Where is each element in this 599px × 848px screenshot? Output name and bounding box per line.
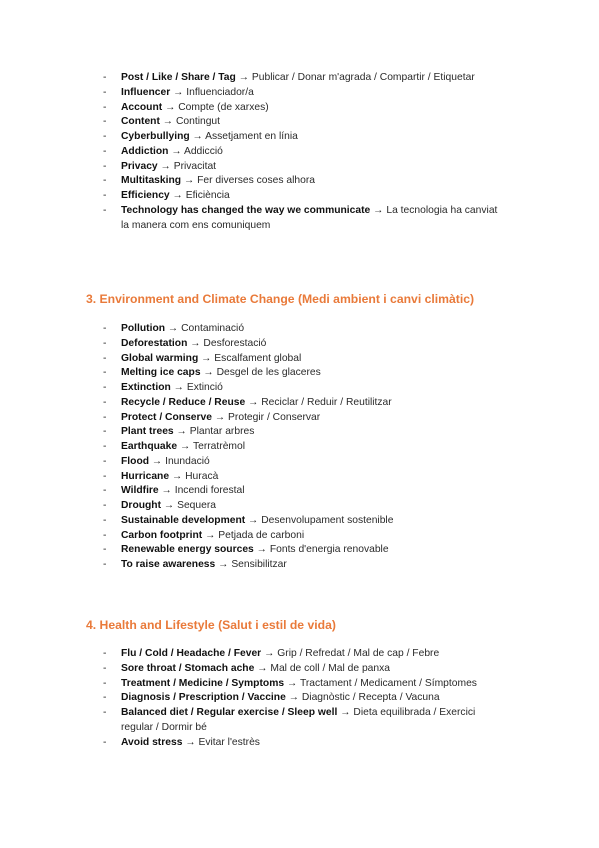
bullet-dash: -	[103, 529, 107, 541]
vocab-term: Efficiency	[121, 190, 170, 201]
list-item	[0, 558, 599, 573]
vocab-translation: Desgel de les glaceres	[216, 367, 321, 379]
vocab-translation: Addicció	[183, 145, 223, 157]
bullet-dash: -	[103, 101, 107, 113]
vocab-translation: Sequera	[177, 500, 217, 511]
arrow-right-icon: →	[257, 662, 268, 674]
bullet-dash: -	[103, 116, 107, 128]
list-item	[0, 677, 599, 692]
vocab-translation: Protegir / Conservar	[228, 411, 321, 423]
vocab-term: Diagnosis / Prescription / Vaccine	[121, 692, 286, 704]
bullet-dash: -	[103, 470, 107, 482]
arrow-right-icon: →	[151, 455, 163, 467]
vocab-translation: Tractament / Medicament / Símptomes	[299, 677, 477, 689]
list-item	[0, 366, 599, 381]
arrow-right-icon: →	[183, 175, 195, 187]
list-item	[0, 529, 599, 544]
vocab-translation: Grip / Refredat / Mal de cap / Febre	[277, 648, 440, 659]
vocab-term: Influencer	[121, 86, 171, 98]
vocab-translation: Terratrèmol	[192, 441, 246, 452]
list-item	[0, 101, 599, 116]
vocab-term: Wildfire	[121, 485, 159, 497]
vocab-translation: Incendi forestal	[174, 485, 245, 497]
list-item	[0, 174, 599, 189]
section-heading-health: 4. Health and Lifestyle (Salut i estil de vida)	[86, 618, 336, 632]
list-item	[0, 736, 599, 751]
vocab-term: Content	[121, 116, 160, 128]
vocab-translation: Privacitat	[173, 160, 217, 172]
vocab-translation: Publicar / Donar m'agrada / Compartir / Etiquetar	[251, 72, 475, 83]
arrow-right-icon: →	[179, 441, 191, 452]
arrow-right-icon: →	[288, 692, 299, 704]
vocab-translation: Desenvolupament sostenible	[261, 514, 394, 526]
vocab-term: Account	[121, 101, 163, 113]
arrow-right-icon: →	[218, 559, 229, 570]
list-item	[0, 647, 599, 662]
list-item	[0, 455, 599, 470]
bullet-dash: -	[103, 382, 107, 393]
bullet-dash: -	[103, 160, 107, 172]
vocab-translation: Eficiència	[185, 190, 230, 201]
arrow-right-icon: →	[256, 544, 267, 556]
vocab-term: Recycle / Reduce / Reuse	[121, 396, 246, 408]
vocab-list-health	[0, 647, 599, 750]
vocab-term: Cyberbullying	[121, 131, 190, 142]
vocab-translation: Reciclar / Reduir / Reutilitzar	[261, 396, 392, 408]
list-item	[0, 145, 599, 160]
arrow-right-icon: →	[171, 470, 183, 482]
bullet-dash: -	[103, 707, 107, 718]
bullet-dash: -	[103, 411, 107, 423]
arrow-right-icon: →	[238, 72, 249, 83]
bullet-dash: -	[103, 72, 107, 83]
list-item	[0, 484, 599, 499]
vocab-term: Flu / Cold / Headache / Fever	[121, 648, 262, 659]
arrow-right-icon: →	[286, 677, 298, 689]
bullet-dash: -	[103, 677, 107, 689]
list-item	[0, 662, 599, 677]
arrow-right-icon: →	[176, 426, 187, 438]
bullet-dash: -	[103, 323, 107, 334]
bullet-dash: -	[103, 559, 107, 570]
vocab-translation: Diagnòstic / Recepta / Vacuna	[301, 692, 440, 704]
vocab-translation: Contaminació	[181, 323, 245, 334]
list-item	[0, 71, 599, 86]
bullet-dash: -	[103, 736, 107, 748]
arrow-right-icon: →	[185, 736, 196, 748]
list-item	[0, 352, 599, 367]
vocab-translation: Extinció	[186, 382, 223, 393]
vocab-list-environment	[0, 322, 599, 573]
arrow-right-icon: →	[171, 145, 182, 157]
vocab-term: Protect / Conserve	[121, 411, 212, 423]
bullet-dash: -	[103, 500, 107, 511]
arrow-right-icon: →	[160, 160, 171, 172]
vocab-list-technology	[0, 71, 599, 233]
vocab-term: Flood	[121, 455, 150, 467]
arrow-right-icon: →	[205, 529, 216, 541]
arrow-right-icon: →	[264, 648, 275, 659]
vocab-term: Deforestation	[121, 337, 188, 349]
list-item	[0, 204, 599, 234]
bullet-dash: -	[103, 352, 107, 364]
list-item	[0, 115, 599, 130]
bullet-dash: -	[103, 648, 107, 659]
vocab-translation: Influenciador/a	[186, 86, 254, 98]
arrow-right-icon: →	[248, 396, 259, 408]
vocab-translation: Huracà	[185, 470, 219, 482]
arrow-right-icon: →	[248, 514, 259, 526]
arrow-right-icon: →	[162, 116, 174, 128]
vocab-term: Carbon footprint	[121, 529, 203, 541]
vocab-translation: Escalfament global	[214, 352, 302, 364]
vocab-translation: La tecnologia ha canviat la manera com ens comuniquem	[121, 204, 498, 231]
vocab-translation: Fer diverses coses alhora	[197, 175, 316, 187]
arrow-right-icon: →	[203, 367, 214, 379]
vocab-term: Earthquake	[121, 441, 178, 452]
bullet-dash: -	[103, 544, 107, 556]
vocab-term: To raise awareness	[121, 559, 216, 570]
vocab-term: Extinction	[121, 382, 171, 393]
arrow-right-icon: →	[340, 707, 351, 718]
list-item	[0, 543, 599, 558]
arrow-right-icon: →	[165, 101, 176, 113]
list-item	[0, 499, 599, 514]
bullet-dash: -	[103, 441, 107, 452]
vocab-translation: Mal de coll / Mal de panxa	[270, 662, 390, 674]
list-item	[0, 425, 599, 440]
arrow-right-icon: →	[163, 500, 175, 511]
list-item	[0, 514, 599, 529]
list-item	[0, 322, 599, 337]
arrow-right-icon: →	[173, 86, 184, 98]
bullet-dash: -	[103, 514, 107, 526]
vocab-translation: Plantar arbres	[189, 426, 255, 438]
vocab-term: Melting ice caps	[121, 367, 201, 379]
vocab-translation: Sensibilitzar	[231, 559, 287, 570]
vocab-term: Plant trees	[121, 426, 174, 438]
vocab-translation: Assetjament en línia	[205, 131, 298, 142]
arrow-right-icon: →	[373, 204, 384, 216]
vocab-translation: Contingut	[175, 116, 221, 128]
list-item	[0, 411, 599, 426]
vocab-translation: Dieta equilibrada / Exercici regular / Dormir bé	[121, 707, 476, 733]
bullet-dash: -	[103, 455, 107, 467]
vocab-term: Global warming	[121, 352, 199, 364]
list-item	[0, 86, 599, 101]
list-item	[0, 189, 599, 204]
vocab-translation: Evitar l'estrès	[198, 736, 260, 748]
vocab-term: Addiction	[121, 145, 169, 157]
vocab-term: Hurricane	[121, 470, 170, 482]
bullet-dash: -	[103, 367, 107, 379]
bullet-dash: -	[103, 145, 107, 157]
vocab-translation: Compte (de xarxes)	[178, 101, 269, 113]
list-item	[0, 381, 599, 396]
vocab-translation: Inundació	[165, 455, 210, 467]
list-item	[0, 337, 599, 352]
section-heading-environment: 3. Environment and Climate Change (Medi ambient i canvi climàtic)	[86, 292, 475, 306]
arrow-right-icon: →	[201, 352, 212, 364]
list-item	[0, 160, 599, 175]
vocab-translation: Fonts d'energia renovable	[269, 544, 389, 556]
vocab-term: Sustainable development	[121, 514, 246, 526]
arrow-right-icon: →	[190, 337, 201, 349]
bullet-dash: -	[103, 131, 107, 142]
vocab-term: Balanced diet / Regular exercise / Sleep well	[121, 707, 338, 718]
vocab-term: Renewable energy sources	[121, 544, 254, 556]
bullet-dash: -	[103, 175, 107, 187]
list-item	[0, 706, 599, 736]
vocab-term: Pollution	[121, 323, 166, 334]
bullet-dash: -	[103, 396, 107, 408]
bullet-dash: -	[103, 426, 107, 438]
vocab-term: Avoid stress	[121, 736, 183, 748]
vocab-translation: Petjada de carboni	[218, 529, 305, 541]
arrow-right-icon: →	[161, 485, 172, 497]
vocab-term: Technology has changed the way we communicate	[121, 204, 371, 216]
bullet-dash: -	[103, 337, 107, 349]
list-item	[0, 691, 599, 706]
list-item	[0, 470, 599, 485]
vocab-term: Sore throat / Stomach ache	[121, 662, 255, 674]
bullet-dash: -	[103, 204, 107, 216]
bullet-dash: -	[103, 190, 107, 201]
arrow-right-icon: →	[172, 190, 183, 201]
arrow-right-icon: →	[214, 411, 226, 423]
vocab-term: Privacy	[121, 160, 158, 172]
vocab-term: Multitasking	[121, 175, 182, 187]
arrow-right-icon: →	[173, 382, 184, 393]
arrow-right-icon: →	[192, 131, 203, 142]
arrow-right-icon: →	[167, 323, 179, 334]
vocab-term: Post / Like / Share / Tag	[121, 72, 236, 83]
list-item	[0, 396, 599, 411]
vocab-translation: Desforestació	[203, 337, 267, 349]
vocab-term: Treatment / Medicine / Symptoms	[121, 677, 285, 689]
list-item	[0, 130, 599, 145]
vocab-term: Drought	[121, 500, 162, 511]
list-item	[0, 440, 599, 455]
bullet-dash: -	[103, 86, 107, 98]
bullet-dash: -	[103, 485, 107, 497]
bullet-dash: -	[103, 662, 107, 674]
bullet-dash: -	[103, 692, 107, 704]
